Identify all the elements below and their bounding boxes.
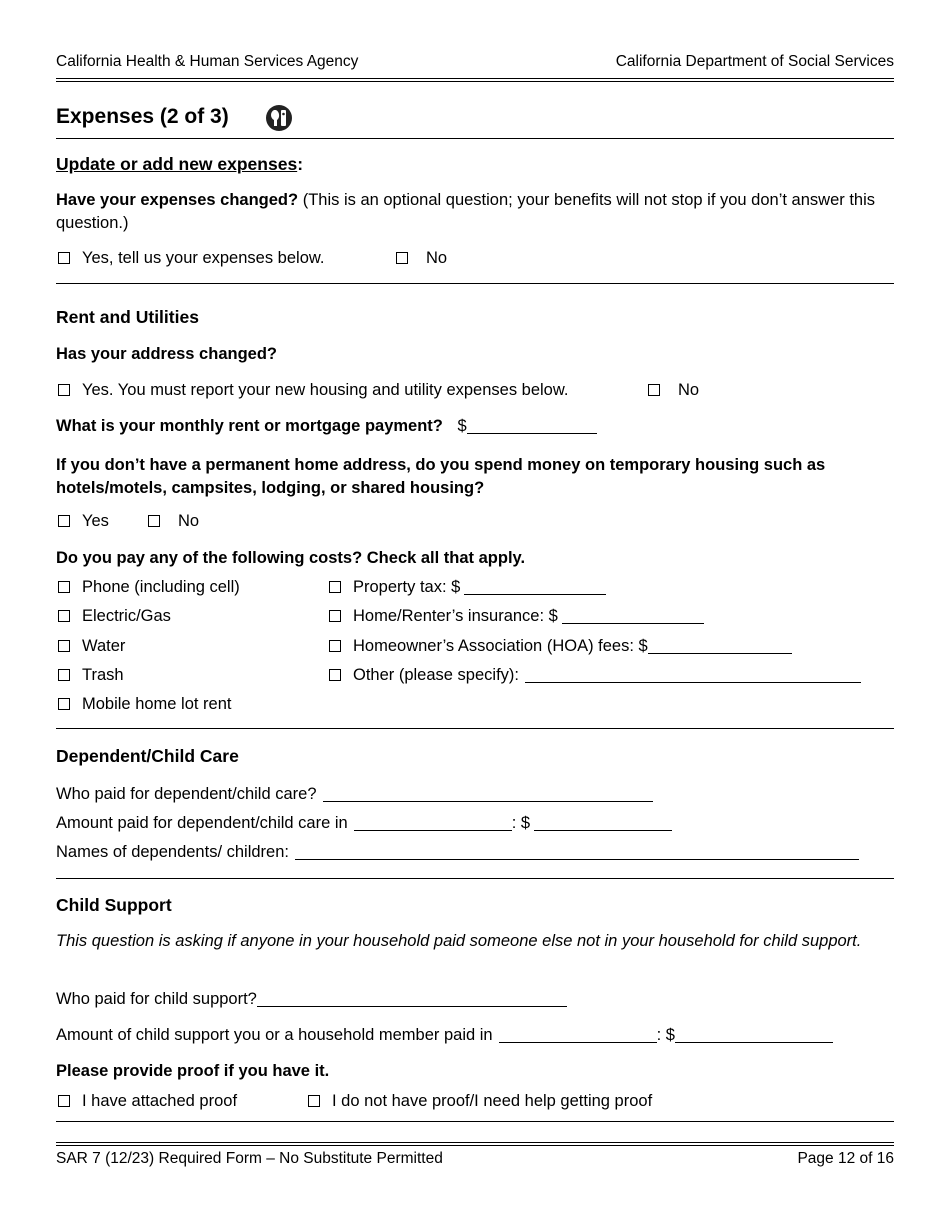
- address-changed-no[interactable]: No: [648, 381, 699, 400]
- childcare-who-paid-row: Who paid for dependent/child care?: [56, 785, 653, 804]
- checkbox[interactable]: [58, 640, 70, 652]
- cost-other[interactable]: Other (please specify):: [329, 666, 861, 685]
- update-heading: Update or add new expenses:: [56, 154, 304, 174]
- rent-amount-field[interactable]: [467, 417, 597, 434]
- checkbox[interactable]: [58, 1095, 70, 1107]
- checkbox[interactable]: [58, 252, 70, 264]
- checkbox[interactable]: [329, 581, 341, 593]
- other-specify-field[interactable]: [525, 666, 861, 683]
- divider: [56, 1121, 894, 1122]
- cost-electric-gas[interactable]: Electric/Gas: [58, 607, 171, 626]
- temporary-housing-no[interactable]: No: [148, 512, 199, 531]
- cost-phone[interactable]: Phone (including cell): [58, 578, 240, 597]
- page-title: Expenses (2 of 3): [56, 105, 229, 128]
- utilities-icon: [265, 104, 293, 132]
- header-rule-bottom: [56, 81, 894, 82]
- childcare-month-field[interactable]: [354, 814, 512, 831]
- child-support-who-paid-field[interactable]: [257, 990, 567, 1007]
- address-question: Has your address changed?: [56, 345, 277, 363]
- footer-form-id: SAR 7 (12/23) Required Form – No Substitute Permitted: [56, 1150, 443, 1167]
- checkbox[interactable]: [58, 610, 70, 622]
- cost-trash[interactable]: Trash: [58, 666, 124, 685]
- expenses-changed-no[interactable]: No: [396, 249, 447, 268]
- childcare-names-row: Names of dependents/ children:: [56, 843, 859, 862]
- proof-question: Please provide proof if you have it.: [56, 1062, 330, 1080]
- checkbox[interactable]: [58, 515, 70, 527]
- checkbox[interactable]: [396, 252, 408, 264]
- checkbox[interactable]: [329, 640, 341, 652]
- temporary-housing-question: If you don’t have a permanent home address, do you spend money on temporary housing such as hotels/motels, campsites, lodging, or shared housing?: [56, 456, 826, 497]
- footer-rule-top: [56, 1142, 894, 1143]
- expenses-changed-yes[interactable]: Yes, tell us your expenses below.: [58, 249, 324, 268]
- child-support-note: This question is asking if anyone in your household paid someone else not in your household for child support.: [56, 932, 862, 950]
- proof-attached-option[interactable]: I have attached proof: [58, 1092, 237, 1111]
- property-tax-field[interactable]: [464, 578, 606, 595]
- childcare-heading: Dependent/Child Care: [56, 746, 239, 766]
- temporary-housing-yes[interactable]: Yes: [58, 512, 109, 531]
- cost-hoa-fees[interactable]: Homeowner’s Association (HOA) fees: $: [329, 637, 792, 656]
- childcare-names-field[interactable]: [295, 843, 859, 860]
- cost-property-tax[interactable]: Property tax: $: [329, 578, 606, 597]
- child-support-month-field[interactable]: [499, 1026, 657, 1043]
- rent-payment-row: What is your monthly rent or mortgage payment? $: [56, 417, 597, 436]
- child-support-amount-field[interactable]: [675, 1026, 833, 1043]
- divider: [56, 728, 894, 729]
- checkbox[interactable]: [648, 384, 660, 396]
- footer-rule-bottom: [56, 1145, 894, 1146]
- form-page: [56, 0, 894, 1230]
- cost-home-renters-insurance[interactable]: Home/Renter’s insurance: $: [329, 607, 704, 626]
- cost-water[interactable]: Water: [58, 637, 125, 656]
- child-support-heading: Child Support: [56, 895, 172, 915]
- checkbox[interactable]: [58, 669, 70, 681]
- checkbox[interactable]: [148, 515, 160, 527]
- checkbox[interactable]: [308, 1095, 320, 1107]
- divider: [56, 878, 894, 879]
- proof-none-option[interactable]: I do not have proof/I need help getting proof: [308, 1092, 652, 1111]
- costs-question: Do you pay any of the following costs? Check all that apply.: [56, 549, 526, 567]
- footer-page-number: Page 12 of 16: [797, 1150, 894, 1167]
- checkbox[interactable]: [58, 698, 70, 710]
- header-rule-top: [56, 78, 894, 79]
- divider: [56, 283, 894, 284]
- checkbox[interactable]: [329, 610, 341, 622]
- childcare-who-paid-field[interactable]: [323, 785, 653, 802]
- child-support-who-paid-row: Who paid for child support?: [56, 990, 567, 1009]
- header-agency-left: California Health & Human Services Agency: [56, 53, 359, 70]
- header-agency-right: California Department of Social Services: [615, 53, 894, 70]
- title-rule: [56, 138, 894, 139]
- hoa-fees-field[interactable]: [648, 637, 792, 654]
- rent-heading: Rent and Utilities: [56, 307, 199, 327]
- childcare-amount-row: Amount paid for dependent/child care in : $: [56, 814, 672, 833]
- checkbox[interactable]: [58, 581, 70, 593]
- checkbox[interactable]: [329, 669, 341, 681]
- insurance-field[interactable]: [562, 607, 704, 624]
- checkbox[interactable]: [58, 384, 70, 396]
- childcare-amount-field[interactable]: [534, 814, 672, 831]
- address-changed-yes[interactable]: Yes. You must report your new housing and utility expenses below.: [58, 381, 568, 400]
- expenses-changed-question: Have your expenses changed? (This is an optional question; your benefits will not stop if you don’t answer this question.): [56, 191, 875, 232]
- cost-mobile-home-lot-rent[interactable]: Mobile home lot rent: [58, 695, 232, 714]
- child-support-amount-row: Amount of child support you or a household member paid in : $: [56, 1026, 833, 1045]
